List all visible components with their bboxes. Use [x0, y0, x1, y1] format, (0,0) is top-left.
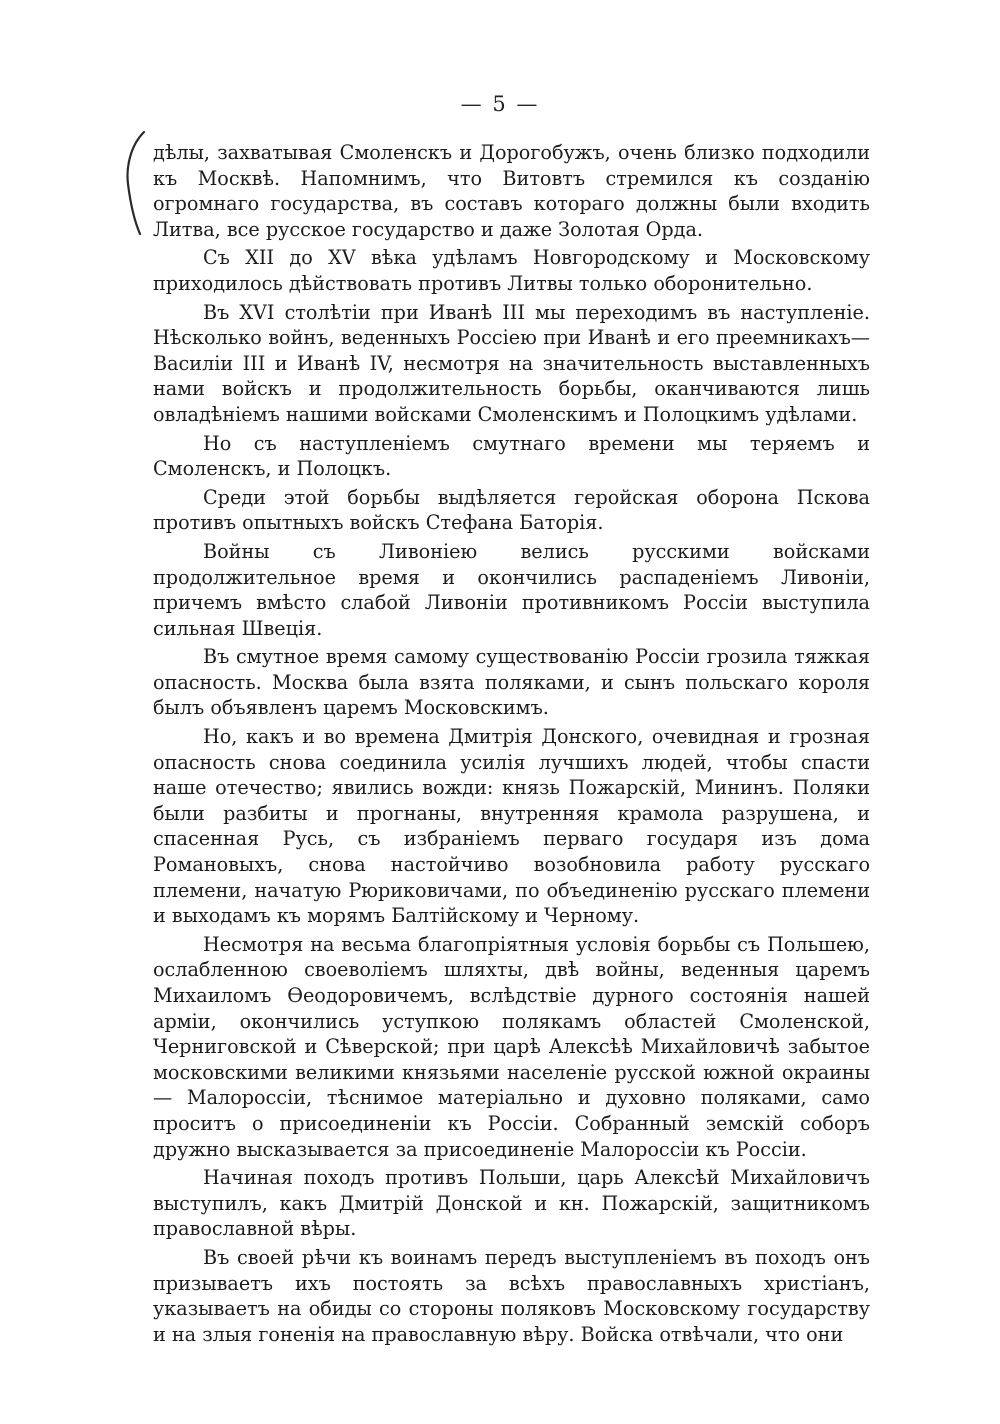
paragraph: Но съ наступленіемъ смутнаго времени мы теряемъ и Смоленскъ, и Полоцкъ.	[153, 431, 870, 481]
page-number: — 5 —	[460, 92, 540, 116]
paragraph: дѣлы, захватывая Смоленскъ и Дорогобужъ, очень близко подходили къ Москвѣ. Напомнимъ, что Витовтъ стремился къ созданію огромнаго государства, въ составъ котораго должны были входить Литва, все русское государство и даже Золотая Орда.	[153, 141, 870, 241]
margin-bracket-mark	[122, 128, 152, 238]
paragraph: Среди этой борьбы выдѣляется геройская оборона Пскова противъ опытныхъ войскъ Стефана Баторія.	[153, 485, 870, 535]
paragraph: Въ смутное время самому существованію Россіи грозила тяжкая опасность. Москва была взята поляками, и сынъ польскаго короля былъ объявленъ царемъ Московскимъ.	[153, 645, 870, 720]
paragraph: Въ XVI столѣтіи при Иванѣ III мы переходимъ въ наступленіе. Нѣсколько войнъ, веденныхъ Россіею при Иванѣ и его преемникахъ—Василіи III и Иванѣ IV, несмотря на значительность выставленныхъ нами войскъ и продолжительность борьбы, оканчиваются лишь овладѣніемъ нашими войсками Смоленскимъ и Полоцкимъ удѣлами.	[153, 300, 870, 426]
paragraph: Войны съ Ливоніею велись русскими войсками продолжительное время и окончились распаденіемъ Ливоніи, причемъ вмѣсто слабой Ливоніи противникомъ Россіи выступила сильная Швеція.	[153, 539, 870, 640]
paragraph: Въ своей рѣчи къ воинамъ передъ выступленіемъ въ походъ онъ призываетъ ихъ постоять за всѣхъ православныхъ христіанъ, указываетъ на обиды со стороны поляковъ Московскому государству и на злыя гоненія на православную вѣру. Войска отвѣчали, что они	[153, 1245, 870, 1346]
body-text	[153, 140, 870, 1350]
paragraph: Съ XII до XV вѣка удѣламъ Новгородскому и Московскому приходилось дѣйствовать противъ Литвы только оборонительно.	[153, 246, 870, 295]
paragraph: Несмотря на весьма благопріятныя условія борьбы съ Польшею, ослабленною своеволіемъ шляхты, двѣ войны, веденныя царемъ Михаиломъ Ѳеодоровичемъ, вслѣдствіе дурного состоянія нашей арміи, окончились уступкою полякамъ областей Смоленской, Черниговской и Сѣверской; при царѣ Алексѣѣ Михайловичѣ забытое московскими великими князьями населеніе русской южной окраины — Малороссіи, тѣснимое матеріально и духовно поляками, само проситъ о присоединеніи къ Россіи. Собранный земскій соборъ дружно высказывается за присоединеніе Малороссіи къ Россіи.	[153, 932, 870, 1161]
paragraph: Но, какъ и во времена Дмитрія Донского, очевидная и грозная опасность снова соединила усилія лучшихъ людей, чтобы спасти наше отечество; явились вожди: князь Пожарскій, Мининъ. Поляки были разбиты и прогнаны, внутренняя крамола разрушена, и спасенная Русь, съ избраніемъ перваго государя изъ дома Романовыхъ, снова настойчиво возобновила работу русскаго племени, начатую Рюриковичами, по объединенію русскаго племени и выходамъ къ морямъ Балтійскому и Черному.	[153, 725, 870, 928]
paragraph: Начиная походъ противъ Польши, царь Алексѣй Михайловичъ выступилъ, какъ Дмитрій Донской и кн. Пожарскій, защитникомъ православной вѣры.	[153, 1166, 870, 1241]
